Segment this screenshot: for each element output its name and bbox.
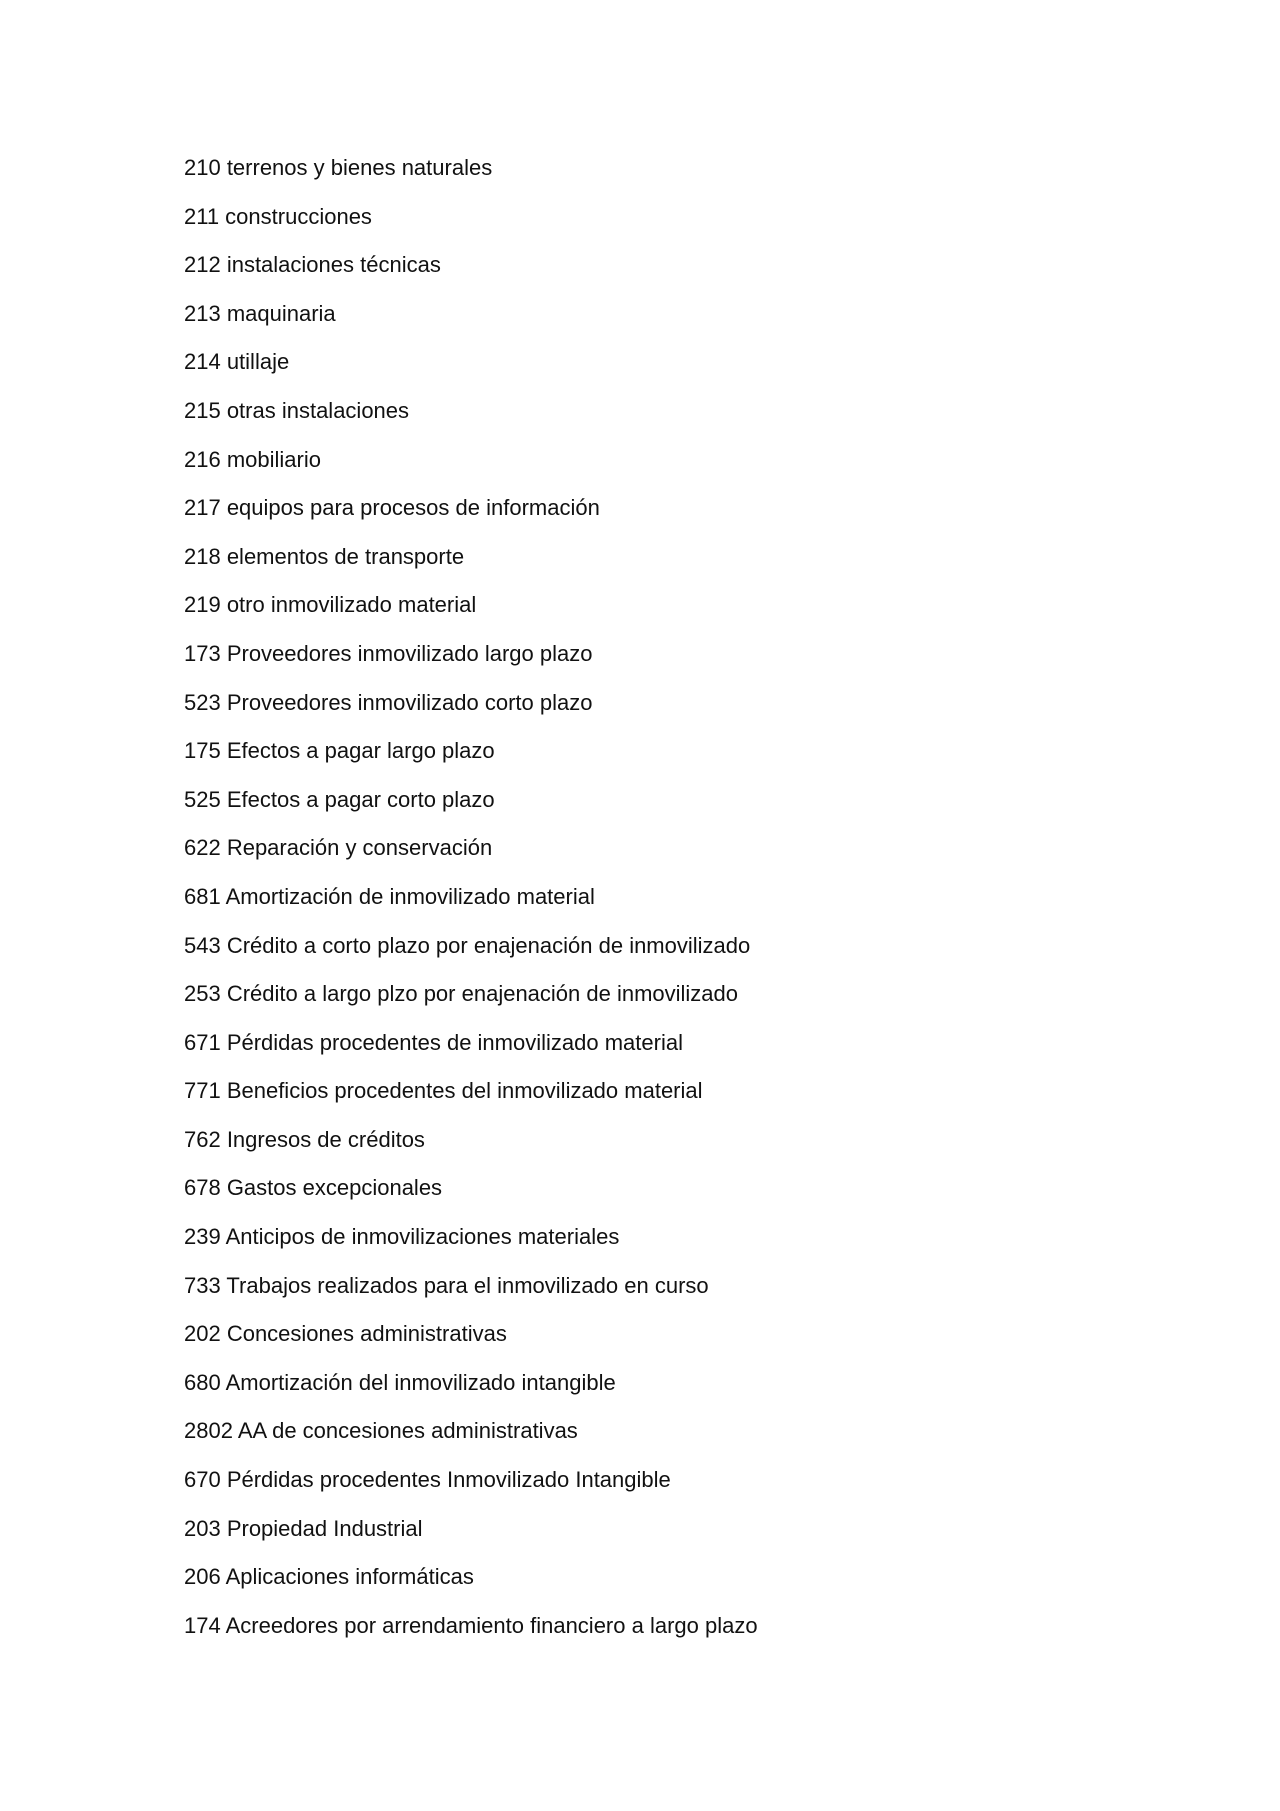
account-line: 525 Efectos a pagar corto plazo xyxy=(184,786,495,812)
account-line: 217 equipos para procesos de información xyxy=(184,495,600,521)
account-line: 175 Efectos a pagar largo plazo xyxy=(184,738,495,764)
account-line: 762 Ingresos de créditos xyxy=(184,1126,425,1152)
account-line: 219 otro inmovilizado material xyxy=(184,592,477,618)
account-line: 218 elementos de transporte xyxy=(184,543,465,569)
account-line: 215 otras instalaciones xyxy=(184,397,410,423)
account-line: 174 Acreedores por arrendamiento financiero a largo plazo xyxy=(184,1612,758,1638)
account-line: 681 Amortización de inmovilizado material xyxy=(184,883,595,909)
account-line: 670 Pérdidas procedentes Inmovilizado Intangible xyxy=(184,1467,671,1493)
account-line: 206 Aplicaciones informáticas xyxy=(184,1564,474,1590)
account-line: 210 terrenos y bienes naturales xyxy=(184,155,493,180)
account-line: 253 Crédito a largo plzo por enajenación de inmovilizado xyxy=(184,981,739,1007)
account-line: 678 Gastos excepcionales xyxy=(184,1175,443,1201)
account-line: 771 Beneficios procedentes del inmovilizado material xyxy=(184,1078,703,1104)
account-line: 216 mobiliario xyxy=(184,446,321,472)
account-line: 213 maquinaria xyxy=(184,300,336,326)
account-line: 523 Proveedores inmovilizado corto plazo xyxy=(184,689,593,715)
account-line: 203 Propiedad Industrial xyxy=(184,1515,423,1541)
account-line: 543 Crédito a corto plazo por enajenación de inmovilizado xyxy=(184,932,751,958)
account-line: 671 Pérdidas procedentes de inmovilizado material xyxy=(184,1029,683,1055)
account-line: 239 Anticipos de inmovilizaciones materiales xyxy=(184,1224,620,1250)
account-line: 733 Trabajos realizados para el inmovilizado en curso xyxy=(184,1272,709,1298)
account-line: 212 instalaciones técnicas xyxy=(184,252,441,278)
account-line: 202 Concesiones administrativas xyxy=(184,1321,507,1347)
account-line: 211 construcciones xyxy=(184,203,372,229)
account-list xyxy=(184,153,758,1659)
account-line: 622 Reparación y conservación xyxy=(184,835,493,861)
account-line: 2802 AA de concesiones administrativas xyxy=(184,1418,578,1444)
account-line: 680 Amortización del inmovilizado intangible xyxy=(184,1369,616,1395)
account-line: 173 Proveedores inmovilizado largo plazo xyxy=(184,640,593,666)
account-line: 214 utillaje xyxy=(184,349,290,375)
